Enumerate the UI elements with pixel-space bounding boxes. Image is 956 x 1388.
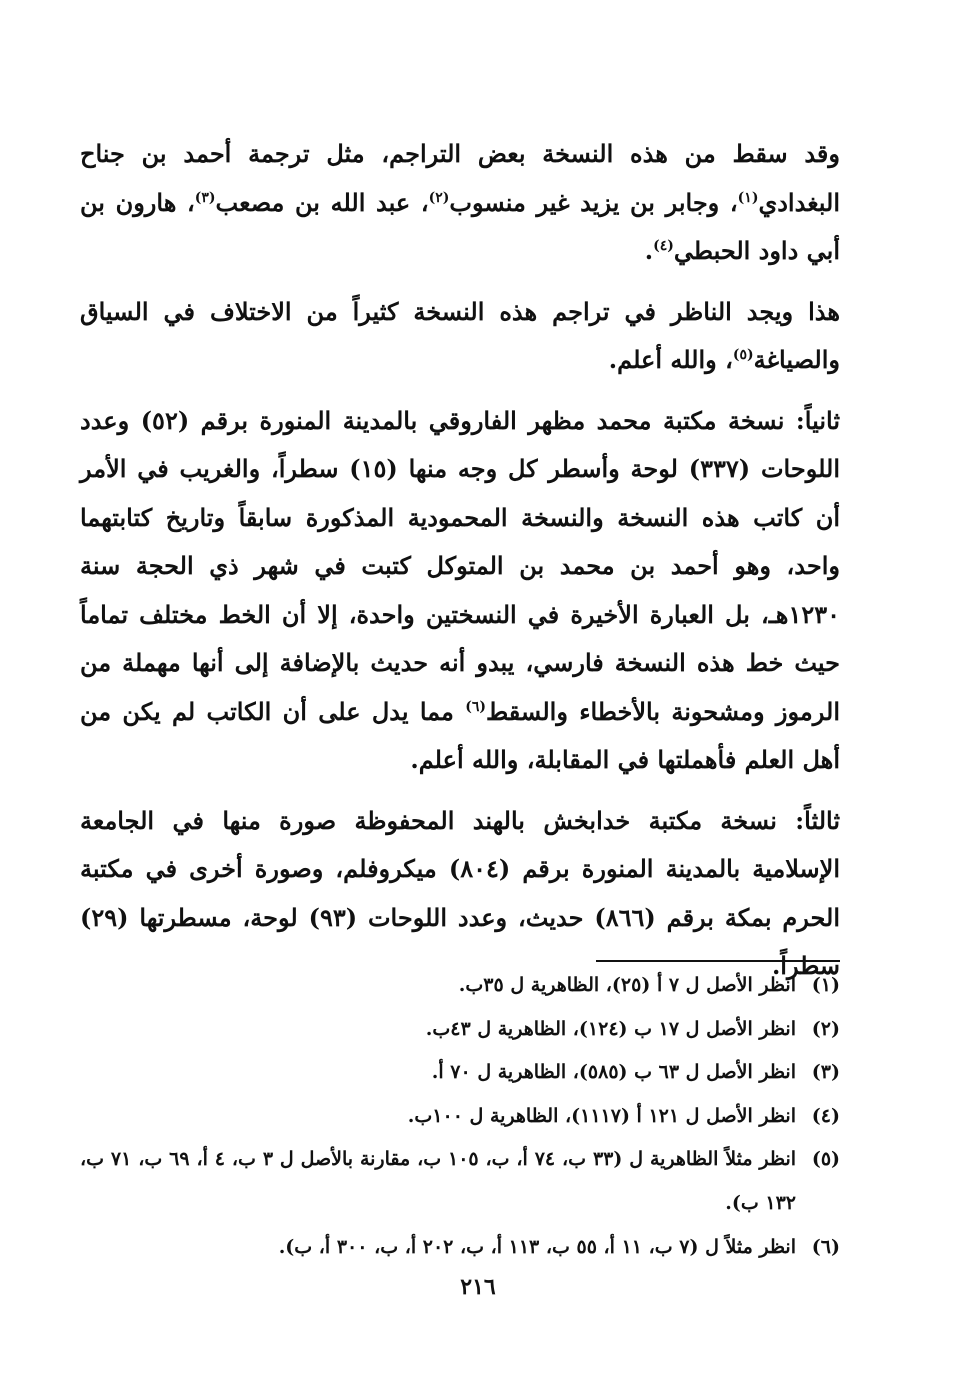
footnote-text: انظر مثلاً ل (٧ ب، ١١ أ، ٥٥ ب، ١١٣ أ، ب، ٢٠٢ أ، ب، ٣٠٠ أ، ب). bbox=[278, 1235, 796, 1258]
text-run: ، والله أعلم. bbox=[608, 345, 733, 374]
footnote-text: انظر الأصل ل ١٢١ أ (١١١٧)، الظاهرية ل ١٠٠ب. bbox=[407, 1104, 796, 1127]
text-run: مما يدل على أن الكاتب لم يكن من أهل العلم فأهملتها في المقابلة، والله أعلم. bbox=[80, 696, 840, 774]
footnote-separator bbox=[596, 960, 840, 962]
page-number: ٢١٦ bbox=[460, 1274, 496, 1300]
footnote-text: انظر مثلاً الظاهرية ل (٣٣ ب، ٧٤ أ، ب، ١٠٥ ب، مقارنة بالأصل ل ٣ ب، ٤ أ، ٦٩ ب، ٧١ ب، ١٣٢ ب). bbox=[80, 1148, 797, 1214]
footnote-item bbox=[80, 964, 840, 1008]
footnote-item bbox=[80, 1008, 840, 1052]
footnote-number: (٦) bbox=[811, 1235, 840, 1258]
main-text bbox=[80, 130, 840, 991]
footnote-item bbox=[80, 1095, 840, 1139]
text-run: هذا ويجد الناظر في تراجم هذه النسخة كثيراً من الاختلاف في السياق والصياغة bbox=[80, 296, 840, 374]
text-run: نسخة مكتبة خدابخش بالهند المحفوظة صورة منها في الجامعة الإسلامية بالمدينة المنورة برقم (٨٠٤) ميكروفلم، وصورة أخرى في مكتبة الحرم بمكة برقم (٨٦٦) حديث، وعدد اللوحات (٩٣) لوحة، مسطرتها (٢٩) سطراً. bbox=[80, 805, 841, 980]
text-run: ، هارون بن أبي داود الحبطي bbox=[80, 187, 840, 265]
footnote-ref[interactable]: (٤) bbox=[653, 238, 674, 254]
footnote-item bbox=[80, 1051, 840, 1095]
text-run: ، وجابر بن يزيد غير منسوب bbox=[449, 187, 738, 217]
section-lead: ثانياً: bbox=[795, 405, 840, 435]
footnote-text: انظر الأصل ل ٧ أ (٢٥)، الظاهرية ل ٣٥ب. bbox=[458, 974, 796, 996]
footnote-text: انظر الأصل ل ٦٣ ب (٥٨٥)، الظاهرية ل ٧٠ أ. bbox=[431, 1061, 796, 1084]
footnote-text: انظر الأصل ل ١٧ ب (١٢٤)، الظاهرية ل ٤٣ب. bbox=[425, 1017, 796, 1040]
text-run: وقد سقط من هذه النسخة بعض التراجم، مثل ترجمة أحمد بن جناح البغدادي bbox=[80, 139, 840, 217]
footnote-ref[interactable]: (٢) bbox=[428, 189, 450, 206]
footnote-number: (٢) bbox=[811, 1017, 840, 1040]
footnote-ref[interactable]: (٥) bbox=[732, 347, 754, 363]
paragraph-3 bbox=[80, 397, 840, 785]
text-run: . bbox=[644, 236, 654, 265]
section-lead: ثالثاً: bbox=[795, 805, 840, 835]
paragraph-2 bbox=[80, 288, 840, 385]
footnote-ref[interactable]: (٣) bbox=[194, 189, 216, 206]
footnote-number: (١) bbox=[811, 974, 840, 996]
footnote-item bbox=[80, 1138, 840, 1225]
footnote-number: (٤) bbox=[811, 1104, 840, 1127]
text-run: ، عبد الله بن مصعب bbox=[215, 187, 429, 217]
footnote-ref[interactable]: (٦) bbox=[465, 698, 486, 715]
footnote-ref[interactable]: (١) bbox=[737, 189, 759, 206]
text-run: نسخة مكتبة محمد مظهر الفاروقي بالمدينة المنورة برقم (٥٢) وعدد اللوحات (٣٣٧) لوحة وأسطر كل وجه منها (١٥) سطراً، والغريب في الأمر أن كاتب هذه النسخة والنسخة المحمودية المذكورة سابقاً وتاريخ كتابتهما واحد، وهو أحمد بن محمد بن المتوكل كتبت في شهر ذي الحجة سنة ١٢٣٠هـ، بل العبارة الأخيرة في النسختين واحدة، إلا أن الخط مختلف تماماً حيث خط هذه النسخة فارسي، يبدو أنه حديث بالإضافة إلى أنها مهملة من الرموز ومشحونة بالأخطاء والسقط bbox=[80, 405, 841, 726]
footnotes bbox=[80, 964, 840, 1269]
footnote-number: (٥) bbox=[811, 1148, 841, 1171]
paragraph-1 bbox=[80, 130, 840, 276]
footnote-item bbox=[80, 1226, 840, 1270]
footnote-number: (٣) bbox=[811, 1061, 840, 1084]
